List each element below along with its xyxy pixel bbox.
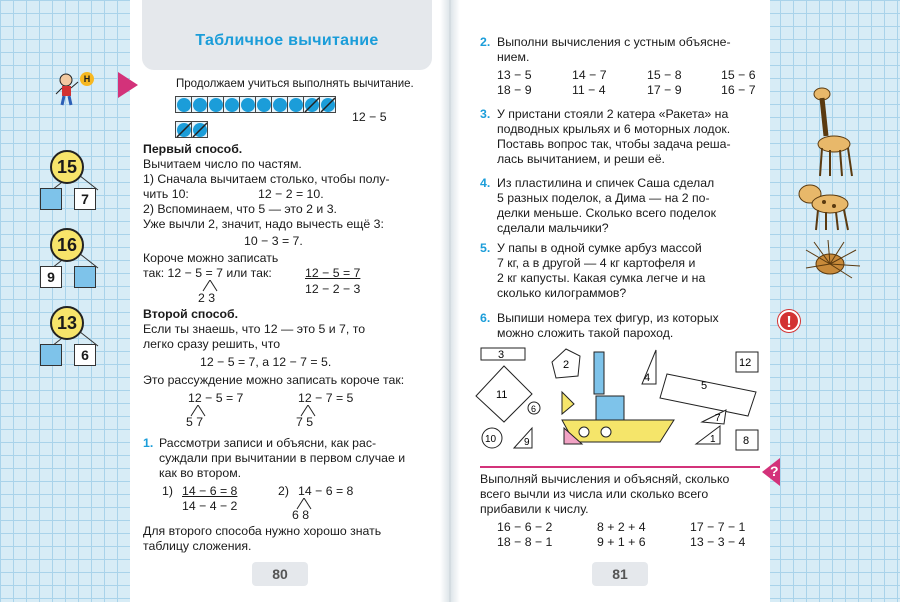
task6-line: можно сложить такой пароход. <box>497 326 674 340</box>
tree-right-box: 6 <box>74 344 96 366</box>
bonus-expr: 18 − 8 − 1 <box>497 535 553 549</box>
figure-label: 8 <box>743 435 750 447</box>
task3-line: Поставь вопрос так, чтобы задача реша- <box>497 137 731 151</box>
way2-short-b: 12 − 7 = 5 <box>298 391 354 405</box>
task4-line: делки меньше. Сколько всего поделок <box>497 206 717 220</box>
giraffe-toy-icon <box>800 86 860 180</box>
task5-line: 2 кг капусты. Какая сумка легче и на <box>497 271 706 285</box>
way2-equation: 12 − 5 = 7, а 12 − 7 = 5. <box>200 355 332 369</box>
steamer-mast <box>594 352 604 394</box>
way1-line: Вычитаем число по частям. <box>143 157 302 171</box>
task1-case-b-top: 14 − 6 = 8 <box>298 484 354 498</box>
task-number: 4. <box>480 176 491 190</box>
task2-line: Выполни вычисления с устным объясне- <box>497 35 731 49</box>
figure-label: 7 <box>715 413 721 424</box>
task5-line: У папы в одной сумке арбуз массой <box>497 241 702 255</box>
way2-line: легко сразу решить, что <box>143 337 281 351</box>
task-number: 5. <box>480 241 491 255</box>
task3-line: У пристани стояли 2 катера «Ракета» на <box>497 107 729 121</box>
task1-line: суждали при вычитании в первом случае и <box>159 451 406 465</box>
book-spine <box>440 0 460 602</box>
task1-case-b-bottom: 6 8 <box>292 508 310 522</box>
steamer-porthole <box>601 427 611 437</box>
task1-case-label: 1) <box>162 484 173 498</box>
figure-label: 10 <box>485 434 497 445</box>
bonus-expr: 8 + 2 + 4 <box>597 520 646 534</box>
bonus-line: прибавили к числу. <box>480 502 589 516</box>
figure-label: 3 <box>498 349 505 361</box>
tree-right-box: 7 <box>74 188 96 210</box>
hedgehog-toy-icon <box>802 238 862 282</box>
task1-case-a-top: 14 − 6 = 8 <box>182 484 238 498</box>
way2-short-a: 12 − 5 = 7 <box>188 391 244 405</box>
way1-line: чить 10: <box>143 187 189 201</box>
tree-top-value: 13 <box>50 306 84 340</box>
task2-expr: 13 − 5 <box>497 68 532 82</box>
bonus-expr: 17 − 7 − 1 <box>690 520 746 534</box>
shapes-figure <box>474 344 764 456</box>
attention-icon: ! <box>778 310 800 332</box>
way1-line: так: 12 − 5 = 7 или так: <box>143 266 272 280</box>
task5-line: 7 кг, а в другой — 4 кг картофеля и <box>497 256 696 270</box>
ten-bead-bar <box>175 96 335 114</box>
split-parts: 2 3 <box>198 291 216 305</box>
task6-line: Выпиши номера тех фигур, из которых <box>497 311 719 325</box>
task2-line: нием. <box>497 50 530 64</box>
task1-line: как во втором. <box>159 466 242 480</box>
bead-expression: 12 − 5 <box>352 110 387 124</box>
way1-short-top: 12 − 5 = 7 <box>305 266 361 280</box>
page-number-right: 81 <box>592 562 648 586</box>
page-title: Табличное вычитание <box>195 32 379 49</box>
question-mark-icon: ? <box>770 463 779 479</box>
task1-case-a-bottom: 14 − 4 − 2 <box>182 499 238 513</box>
way1-line: 2) Вспоминаем, что 5 — это 2 и 3. <box>143 202 337 216</box>
way1-line: Короче можно записать <box>143 251 279 265</box>
task2-expr: 15 − 6 <box>721 68 756 82</box>
intro-text: Продолжаем учиться выполнять вычитание. <box>176 78 414 90</box>
figure-label: 9 <box>524 437 530 448</box>
steamer-flag <box>562 392 574 414</box>
task4-line: Из пластилина и спичек Саша сделал <box>497 176 715 190</box>
tree-left-box: 9 <box>40 266 62 288</box>
page-number-left: 80 <box>252 562 308 586</box>
way1-line: 1) Сначала вычитаем столько, чтобы полу- <box>143 172 390 186</box>
task5-line: сколько килограммов? <box>497 286 627 300</box>
split-parts: 7 5 <box>296 415 314 429</box>
way1-equation: 12 − 2 = 10. <box>258 187 324 201</box>
tree-left-box <box>40 188 62 210</box>
task3-line: подводных крыльях и 6 моторных лодок. <box>497 122 731 136</box>
task2-expr: 15 − 8 <box>647 68 682 82</box>
task2-expr: 16 − 7 <box>721 83 756 97</box>
task2-expr: 18 − 9 <box>497 83 532 97</box>
way2-title: Второй способ. <box>143 307 239 321</box>
shape-triangle <box>702 410 726 424</box>
bonus-expr: 16 − 6 − 2 <box>497 520 553 534</box>
shape-triangle <box>696 426 720 444</box>
tree-top-value: 16 <box>50 228 84 262</box>
figure-label: 1 <box>710 434 716 445</box>
way2-line: Если ты знаешь, что 12 — это 5 и 7, то <box>143 322 366 336</box>
bonus-expr: 13 − 3 − 4 <box>690 535 746 549</box>
way2-line: Это рассуждение можно записать короче так: <box>143 373 405 387</box>
task2-expr: 11 − 4 <box>572 83 606 97</box>
task-number: 6. <box>480 311 491 325</box>
way1-title: Первый способ. <box>143 142 243 156</box>
figure-label: 2 <box>563 359 570 371</box>
task-number: 1. <box>143 436 154 450</box>
tree-right-box <box>74 266 96 288</box>
footer-line: Для второго способа нужно хорошо знать <box>143 524 382 538</box>
footer-line: таблицу сложения. <box>143 539 252 553</box>
task3-line: лась вычитанием, и реши её. <box>497 152 665 166</box>
way1-line: Уже вычли 2, значит, надо вычесть ещё 3: <box>143 217 384 231</box>
shape-parallelogram <box>660 374 756 416</box>
task4-line: сделали мальчики? <box>497 221 609 235</box>
level-badge: Н <box>80 72 94 86</box>
dog-toy-icon <box>796 180 856 232</box>
task2-expr: 14 − 7 <box>572 68 607 82</box>
two-bead-bar <box>175 121 209 139</box>
pointer-arrow-icon <box>118 72 138 98</box>
task1-case-label: 2) <box>278 484 289 498</box>
task2-expr: 17 − 9 <box>647 83 682 97</box>
figure-label: 11 <box>496 389 508 401</box>
bonus-line: Выполняй вычисления и объясняй, сколько <box>480 472 730 486</box>
section-divider <box>480 466 760 468</box>
figure-label: 4 <box>644 372 651 384</box>
tree-left-box <box>40 344 62 366</box>
steamer-porthole <box>579 427 589 437</box>
figure-label: 12 <box>739 357 752 369</box>
bonus-line: всего вычли из числа или сколько всего <box>480 487 709 501</box>
bonus-expr: 9 + 1 + 6 <box>597 535 646 549</box>
figure-label: 6 <box>531 404 537 414</box>
way1-short-bottom: 12 − 2 − 3 <box>305 282 361 296</box>
task4-line: 5 разных поделок, а Дима — на 2 по- <box>497 191 710 205</box>
split-parts: 5 7 <box>186 415 204 429</box>
way1-equation: 10 − 3 = 7. <box>244 234 303 248</box>
task-number: 3. <box>480 107 491 121</box>
figure-label: 5 <box>701 380 708 392</box>
task-number: 2. <box>480 35 491 49</box>
task1-line: Рассмотри записи и объясни, как рас- <box>159 436 377 450</box>
tree-top-value: 15 <box>50 150 84 184</box>
